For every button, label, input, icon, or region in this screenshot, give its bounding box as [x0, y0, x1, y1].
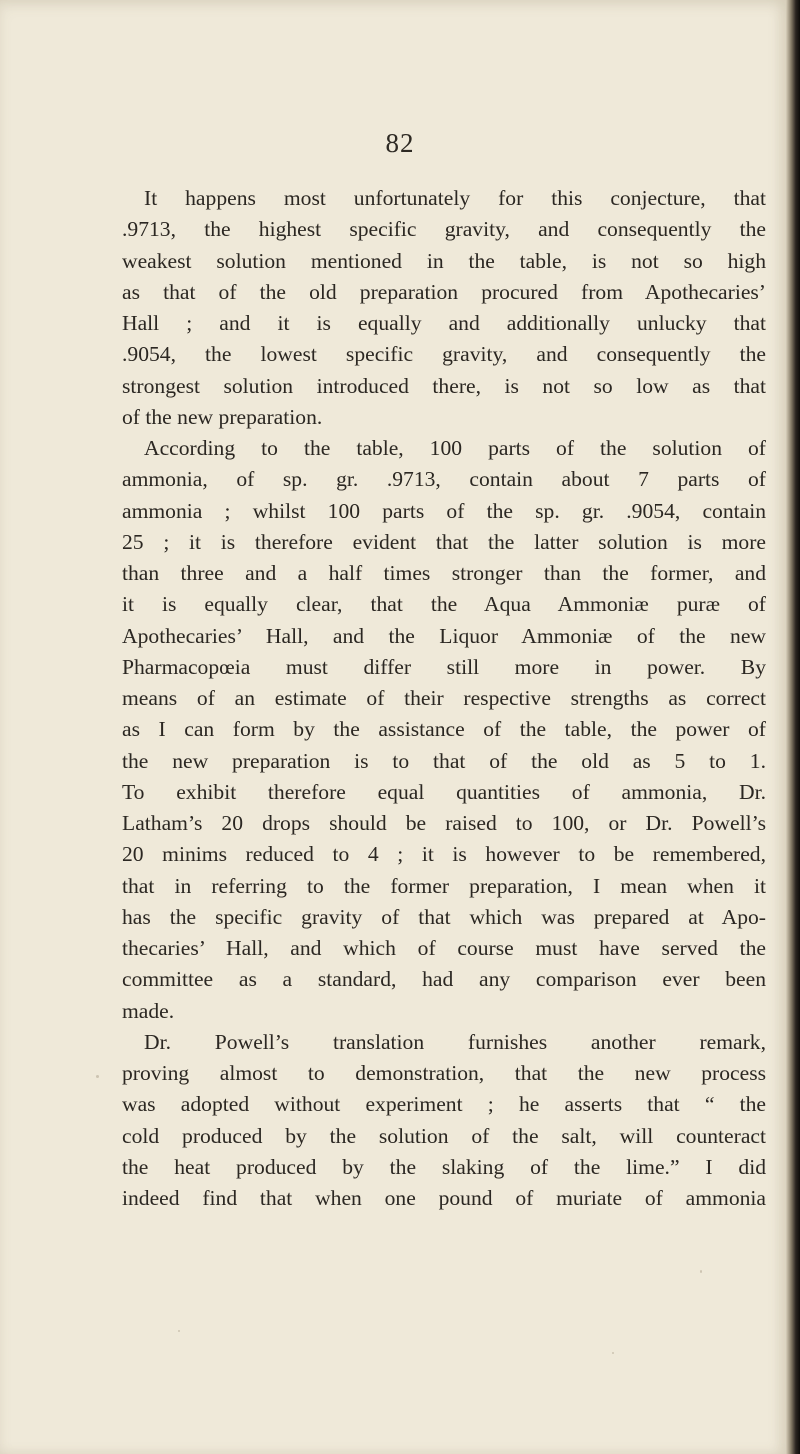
- text-line: cold produced by the solution of the salt, will counteract: [122, 1123, 766, 1148]
- paper-speck: [700, 1270, 702, 1273]
- text-line: has the specific gravity of that which was prepared at Apo-: [122, 904, 766, 929]
- text-line: .9054, the lowest specific gravity, and consequently the: [122, 342, 766, 367]
- text-line: of the new preparation.: [122, 404, 323, 429]
- text-line: According to the table, 100 parts of the solution of: [144, 436, 766, 460]
- page-binding-edge: [786, 0, 800, 1454]
- text-line: made.: [122, 998, 175, 1023]
- text-line: 20 minims reduced to 4 ; it is however to be remembered,: [122, 842, 766, 867]
- text-line: weakest solution mentioned in the table, is not so high: [122, 248, 766, 273]
- text-line: To exhibit therefore equal quantities of ammonia, Dr.: [122, 779, 766, 804]
- text-line: it is equally clear, that the Aqua Ammoniæ puræ of: [122, 592, 766, 617]
- paper-speck: [96, 1075, 99, 1078]
- text-line: ammonia, of sp. gr. .9713, contain about 7 parts of: [122, 467, 766, 492]
- text-line: indeed find that when one pound of muriate of ammonia: [122, 1186, 766, 1210]
- text-line: It happens most unfortunately for this conjecture, that: [144, 186, 766, 210]
- text-line: that in referring to the former preparation, I mean when it: [122, 873, 766, 898]
- text-line: Pharmacopœia must differ still more in power. By: [122, 654, 766, 679]
- paper-speck: [178, 1330, 180, 1332]
- text-line: Latham’s 20 drops should be raised to 100, or Dr. Powell’s: [122, 811, 766, 835]
- text-line: 25 ; it is therefore evident that the latter solution is more: [122, 529, 766, 554]
- text-line: committee as a standard, had any comparison ever been: [122, 967, 766, 992]
- text-line: than three and a half times stronger than the former, and: [122, 561, 766, 585]
- text-line: thecaries’ Hall, and which of course must have served the: [122, 936, 766, 960]
- paper-speck: [612, 1352, 614, 1354]
- text-line: as that of the old preparation procured from Apothecaries’: [122, 279, 766, 304]
- text-line: .9713, the highest specific gravity, and consequently the: [122, 217, 766, 242]
- page-number: 82: [385, 128, 415, 158]
- text-line: Apothecaries’ Hall, and the Liquor Ammoniæ of the new: [122, 623, 766, 648]
- text-line: ammonia ; whilst 100 parts of the sp. gr. .9054, contain: [122, 498, 766, 523]
- text-line: Dr. Powell’s translation furnishes another remark,: [144, 1029, 766, 1054]
- text-line: as I can form by the assistance of the table, the power of: [122, 717, 766, 742]
- text-line: proving almost to demonstration, that the new process: [122, 1061, 766, 1085]
- text-line: the heat produced by the slaking of the lime.” I did: [122, 1154, 766, 1179]
- text-line: strongest solution introduced there, is not so low as that: [122, 373, 766, 398]
- body-text: [122, 183, 766, 1214]
- text-line: means of an estimate of their respective strengths as correct: [122, 686, 766, 710]
- text-line: was adopted without experiment ; he asserts that “ the: [122, 1092, 766, 1117]
- text-line: Hall ; and it is equally and additionally unlucky that: [122, 311, 766, 335]
- text-line: the new preparation is to that of the old as 5 to 1.: [122, 748, 766, 773]
